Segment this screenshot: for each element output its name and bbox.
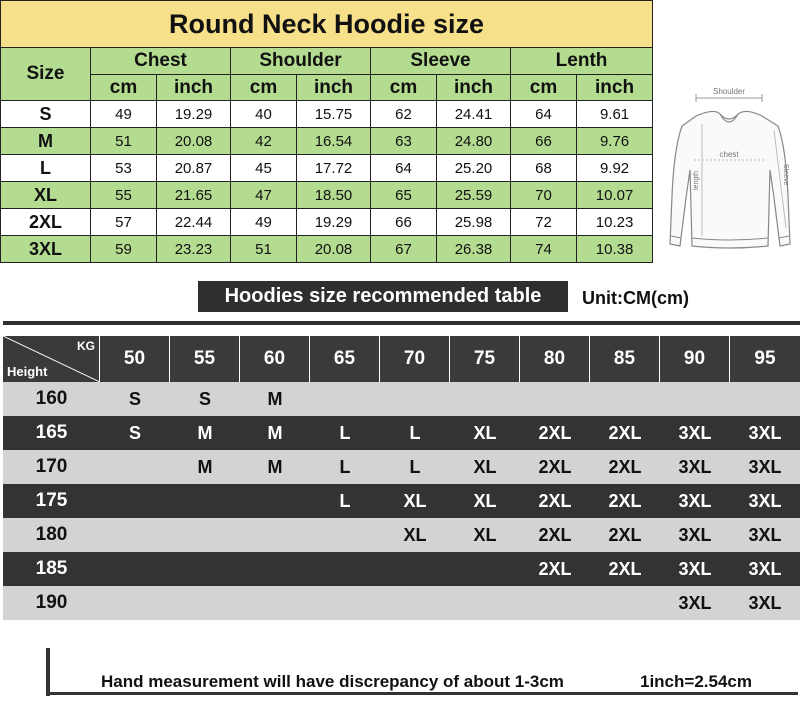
measurement-cell: 25.59 <box>437 182 511 209</box>
measurement-cell: 26.38 <box>437 236 511 263</box>
size-row <box>1 236 653 263</box>
measurement-cell: 64 <box>511 101 577 128</box>
recommended-size-cell <box>590 586 660 620</box>
recommended-size-cell: L <box>310 416 380 450</box>
measurement-cell: 20.08 <box>297 236 371 263</box>
measurement-cell: 49 <box>231 209 297 236</box>
measurement-cell: 59 <box>91 236 157 263</box>
recommended-size-cell <box>100 552 170 586</box>
recommended-size-cell: 2XL <box>590 484 660 518</box>
recommended-size-cell <box>240 552 310 586</box>
recommended-size-cell: 2XL <box>590 450 660 484</box>
recommended-size-cell: S <box>100 416 170 450</box>
weight-header: 50 <box>100 336 170 382</box>
recommended-size-cell: XL <box>380 484 450 518</box>
size-label: 3XL <box>1 236 91 263</box>
measurement-cell: 40 <box>231 101 297 128</box>
measurement-cell: 9.61 <box>577 101 653 128</box>
size-recommendation-table <box>3 336 800 620</box>
measurement-cell: 21.65 <box>157 182 231 209</box>
size-row <box>1 155 653 182</box>
recommended-size-cell: 2XL <box>590 518 660 552</box>
measurement-cell: 64 <box>371 155 437 182</box>
height-row <box>3 416 800 450</box>
unit-header: cm <box>371 75 437 101</box>
measurement-cell: 63 <box>371 128 437 155</box>
recommended-size-cell: 2XL <box>520 450 590 484</box>
kg-label: KG <box>77 339 95 353</box>
shoulder-label: Shoulder <box>712 87 746 96</box>
measurement-cell: 10.38 <box>577 236 653 263</box>
recommended-size-cell <box>170 484 240 518</box>
weight-header: 90 <box>660 336 730 382</box>
measurement-cell: 70 <box>511 182 577 209</box>
recommended-size-cell: 3XL <box>660 416 730 450</box>
recommended-size-cell: M <box>170 450 240 484</box>
recommended-size-cell: XL <box>450 518 520 552</box>
measurement-cell: 72 <box>511 209 577 236</box>
recommended-size-cell <box>100 450 170 484</box>
measurement-cell: 67 <box>371 236 437 263</box>
measurement-cell: 18.50 <box>297 182 371 209</box>
recommended-size-cell <box>170 518 240 552</box>
recommended-size-cell: 3XL <box>730 484 800 518</box>
recommended-size-cell: 2XL <box>590 416 660 450</box>
height-value: 180 <box>3 518 100 552</box>
height-row <box>3 382 800 416</box>
height-value: 190 <box>3 586 100 620</box>
measurement-cell: 74 <box>511 236 577 263</box>
size-row <box>1 128 653 155</box>
recommended-size-cell <box>450 586 520 620</box>
recommended-size-cell <box>380 586 450 620</box>
recommended-size-cell: XL <box>380 518 450 552</box>
unit-header: cm <box>91 75 157 101</box>
measurement-cell: 62 <box>371 101 437 128</box>
weight-header: 65 <box>310 336 380 382</box>
size-row <box>1 101 653 128</box>
measurement-note: Hand measurement will have discrepancy of about 1-3cm <box>101 672 564 691</box>
height-value: 170 <box>3 450 100 484</box>
recommended-size-cell <box>660 382 730 416</box>
measurement-cell: 66 <box>371 209 437 236</box>
size-label: L <box>1 155 91 182</box>
measurement-cell: 24.80 <box>437 128 511 155</box>
measurement-cell: 22.44 <box>157 209 231 236</box>
sweatshirt-outline-icon <box>662 78 800 258</box>
measurement-cell: 9.92 <box>577 155 653 182</box>
divider <box>3 321 800 325</box>
size-chart-title: Round Neck Hoodie size <box>1 1 653 48</box>
height-row <box>3 450 800 484</box>
recommended-size-cell: XL <box>450 484 520 518</box>
recommended-size-cell: M <box>240 416 310 450</box>
measurement-cell: 9.76 <box>577 128 653 155</box>
recommended-size-cell: 3XL <box>730 450 800 484</box>
weight-header-row <box>3 336 800 382</box>
sleeve-label: Sleeve <box>782 164 789 186</box>
size-chart-table <box>0 0 653 263</box>
recommended-size-cell: 3XL <box>660 450 730 484</box>
recommended-size-cell: 3XL <box>660 484 730 518</box>
footer-left-rule <box>46 648 50 696</box>
weight-header: 95 <box>730 336 800 382</box>
measurement-cell: 66 <box>511 128 577 155</box>
recommended-size-cell <box>380 552 450 586</box>
recommended-size-cell: 2XL <box>520 416 590 450</box>
measurement-cell: 68 <box>511 155 577 182</box>
recommended-size-cell <box>310 518 380 552</box>
recommended-size-cell <box>450 382 520 416</box>
unit-header: cm <box>511 75 577 101</box>
recommended-size-cell: 3XL <box>660 552 730 586</box>
recommended-size-cell <box>240 518 310 552</box>
measurement-cell: 42 <box>231 128 297 155</box>
size-label: 2XL <box>1 209 91 236</box>
measurement-cell: 17.72 <box>297 155 371 182</box>
recommended-size-cell <box>310 382 380 416</box>
recommended-size-cell: 3XL <box>660 518 730 552</box>
recommended-size-cell: 3XL <box>730 586 800 620</box>
recommended-size-cell <box>310 552 380 586</box>
shoulder-header: Shoulder <box>231 48 371 75</box>
recommended-size-cell: 2XL <box>590 552 660 586</box>
measurement-cell: 10.07 <box>577 182 653 209</box>
weight-header: 75 <box>450 336 520 382</box>
measurement-cell: 53 <box>91 155 157 182</box>
unit-header: inch <box>437 75 511 101</box>
unit-header: inch <box>157 75 231 101</box>
recommended-size-cell <box>100 586 170 620</box>
recommended-size-cell: 2XL <box>520 552 590 586</box>
length-label: length <box>693 170 700 190</box>
height-value: 160 <box>3 382 100 416</box>
height-label: Height <box>7 364 48 379</box>
weight-header: 80 <box>520 336 590 382</box>
recommended-size-cell <box>730 382 800 416</box>
recommended-size-cell: 2XL <box>520 518 590 552</box>
height-value: 175 <box>3 484 100 518</box>
measurement-cell: 49 <box>91 101 157 128</box>
recommended-size-cell <box>450 552 520 586</box>
recommended-size-cell: L <box>380 416 450 450</box>
recommended-size-cell <box>240 484 310 518</box>
measurement-cell: 51 <box>231 236 297 263</box>
size-column-header: Size <box>1 48 91 101</box>
size-row <box>1 182 653 209</box>
weight-header: 55 <box>170 336 240 382</box>
recommended-size-cell <box>240 586 310 620</box>
size-row <box>1 209 653 236</box>
measurement-cell: 25.98 <box>437 209 511 236</box>
measurement-cell: 45 <box>231 155 297 182</box>
weight-header: 70 <box>380 336 450 382</box>
recommended-size-cell <box>170 586 240 620</box>
hoodie-measurement-diagram <box>662 78 800 258</box>
size-label: M <box>1 128 91 155</box>
recommended-size-cell <box>310 586 380 620</box>
unit-label: Unit:CM(cm) <box>582 288 689 308</box>
recommended-size-cell <box>100 484 170 518</box>
footer-bottom-rule <box>46 692 798 695</box>
unit-header: inch <box>297 75 371 101</box>
recommended-size-cell: XL <box>450 416 520 450</box>
measurement-cell: 10.23 <box>577 209 653 236</box>
recommend-table-banner: Hoodies size recommended table <box>198 281 568 312</box>
recommended-size-cell <box>520 586 590 620</box>
recommended-size-cell <box>520 382 590 416</box>
sleeve-header: Sleeve <box>371 48 511 75</box>
measurement-cell: 57 <box>91 209 157 236</box>
weight-header: 60 <box>240 336 310 382</box>
chest-header: Chest <box>91 48 231 75</box>
recommended-size-cell <box>380 382 450 416</box>
weight-header: 85 <box>590 336 660 382</box>
size-chart-body <box>1 101 653 263</box>
measurement-cell: 51 <box>91 128 157 155</box>
length-header: Lenth <box>511 48 653 75</box>
height-value: 185 <box>3 552 100 586</box>
unit-header: inch <box>577 75 653 101</box>
recommended-size-cell: S <box>170 382 240 416</box>
measurement-cell: 47 <box>231 182 297 209</box>
unit-header: cm <box>231 75 297 101</box>
height-row <box>3 484 800 518</box>
recommended-size-cell: 3XL <box>660 586 730 620</box>
recommended-size-cell: S <box>100 382 170 416</box>
height-weight-corner <box>3 336 100 382</box>
recommended-size-cell <box>100 518 170 552</box>
measurement-cell: 55 <box>91 182 157 209</box>
recommended-size-cell: L <box>380 450 450 484</box>
recommended-size-cell: L <box>310 484 380 518</box>
measurement-cell: 20.08 <box>157 128 231 155</box>
size-label: S <box>1 101 91 128</box>
measurement-cell: 20.87 <box>157 155 231 182</box>
recommended-size-cell: 3XL <box>730 416 800 450</box>
recommended-size-cell: 2XL <box>520 484 590 518</box>
measurement-cell: 23.23 <box>157 236 231 263</box>
measurement-cell: 25.20 <box>437 155 511 182</box>
measurement-cell: 19.29 <box>297 209 371 236</box>
chest-label: chest <box>719 150 739 159</box>
recommended-size-cell: M <box>240 382 310 416</box>
recommended-size-cell: 3XL <box>730 518 800 552</box>
height-value: 165 <box>3 416 100 450</box>
height-row <box>3 518 800 552</box>
size-label: XL <box>1 182 91 209</box>
recommended-size-cell: 3XL <box>730 552 800 586</box>
recommended-size-cell: M <box>170 416 240 450</box>
recommended-size-cell: M <box>240 450 310 484</box>
height-row <box>3 552 800 586</box>
recommended-size-cell: XL <box>450 450 520 484</box>
measurement-cell: 15.75 <box>297 101 371 128</box>
inch-conversion-note: 1inch=2.54cm <box>640 672 752 691</box>
recommended-size-cell <box>590 382 660 416</box>
measurement-cell: 65 <box>371 182 437 209</box>
recommended-size-cell: L <box>310 450 380 484</box>
recommended-size-cell <box>170 552 240 586</box>
measurement-cell: 24.41 <box>437 101 511 128</box>
height-row <box>3 586 800 620</box>
measurement-cell: 16.54 <box>297 128 371 155</box>
measurement-cell: 19.29 <box>157 101 231 128</box>
